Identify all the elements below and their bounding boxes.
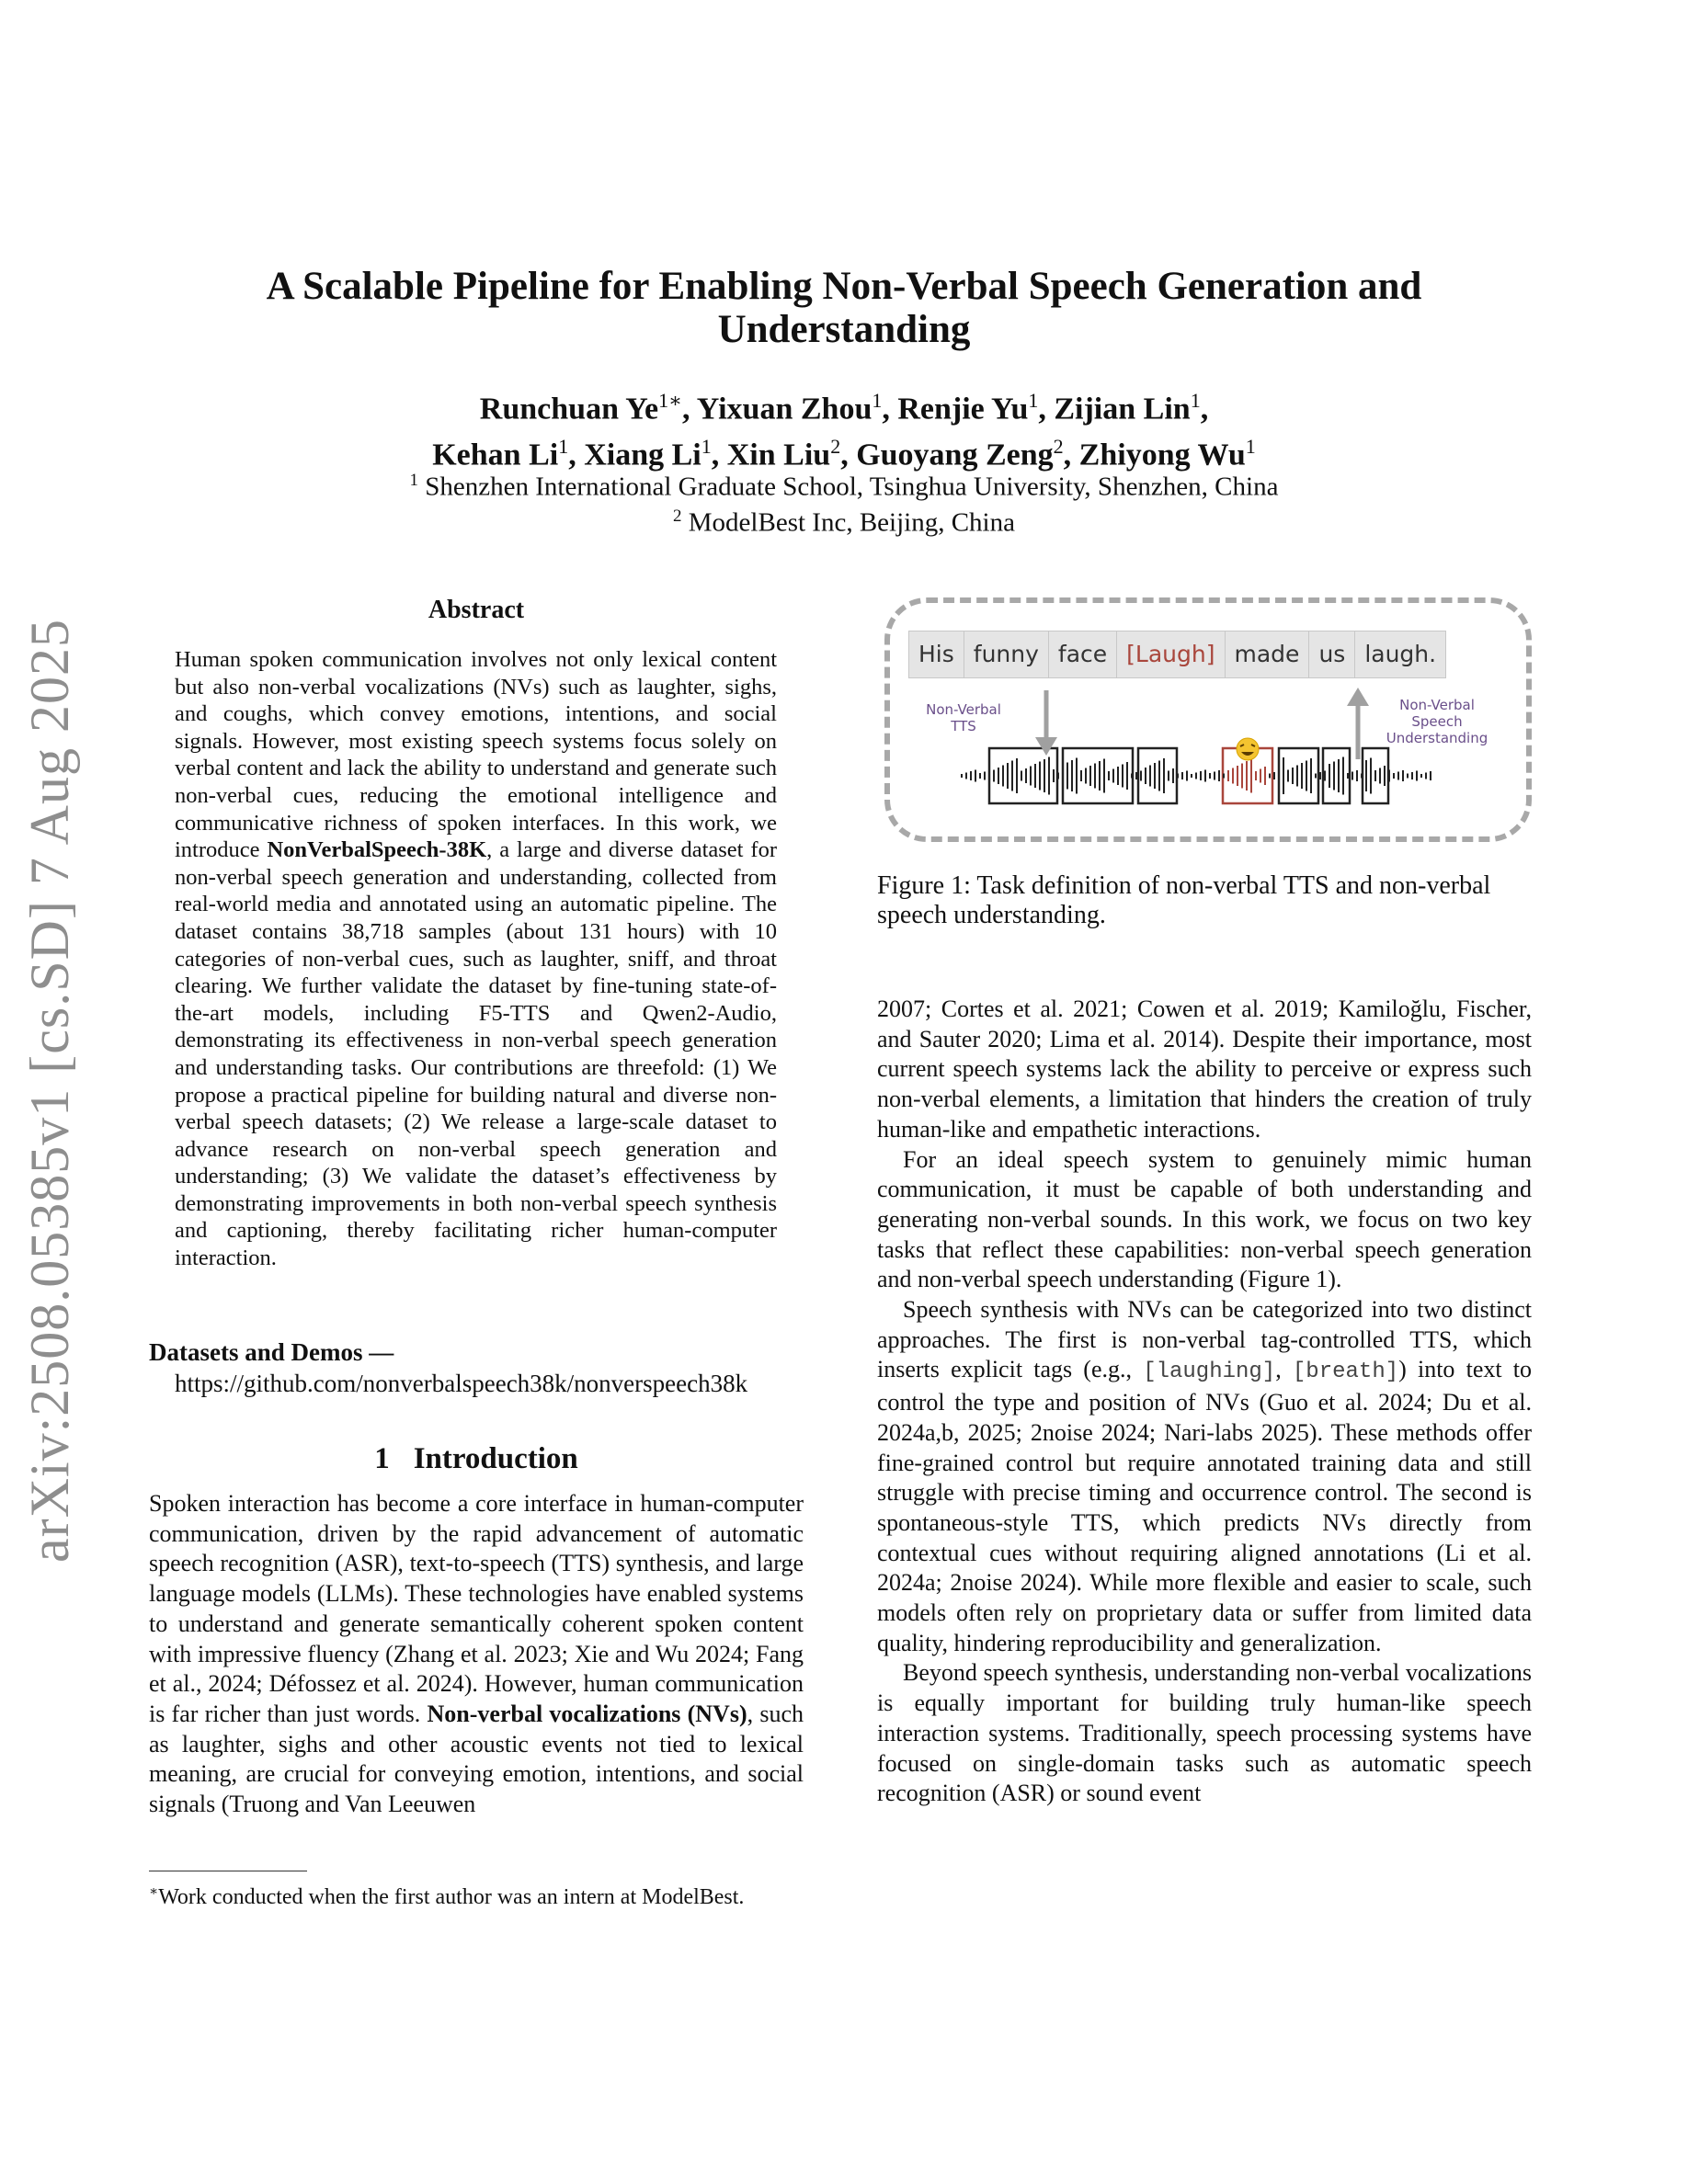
author-line-1: Runchuan $Ye^{1∗}$, Yixuan Zhou$^1$, Renjie Yu$^1$, Zijian Lin$^1$, [479, 389, 1209, 427]
author-line-2: Kehan Li$^1$, Xiang Li$^1$, Xin Liu$^2$, Guoyang Zeng$^2$, Zhiyong Wu$^1$ [432, 435, 1256, 472]
author-affiliation-marker: 1∗ [658, 389, 683, 412]
laughing-face-icon [1237, 738, 1259, 760]
dataset-name: NonVerbalSpeech-38K [267, 837, 487, 863]
author-affiliation-marker: 1 [558, 435, 569, 459]
datasets-heading: Datasets and Demos — [149, 1338, 394, 1366]
introduction-body [149, 1489, 804, 1820]
datasets-link[interactable]: https://github.com/nonverbalspeech38k/nonverspeech38k [175, 1370, 748, 1397]
code-tag-laughing: [laughing] [1143, 1359, 1276, 1385]
word-token: His [909, 631, 964, 677]
author-affiliation-marker: 1 [1245, 435, 1256, 459]
affiliation-2 [147, 502, 1541, 538]
title-line-2: Understanding [717, 308, 971, 351]
abstract-heading: Abstract [428, 596, 525, 624]
waveform-illustration [890, 603, 1526, 836]
figure-1-task-diagram [884, 597, 1532, 842]
abstract-text-part-2: , a large and diverse dataset for non-verbal speech generation and understanding, collected from real-world media and annotated using an automatic pipeline. The dataset contains 38,718 samples (about 131 hours) with 10 categories of non-verbal cues, such as laughter, sniff, and throat clearing. We further validate the dataset by fine-tuning state-of-the-art models, including F5-TTS and Qwen2-Audio, demonstrating its effectiveness in non-verbal speech generation and understanding tasks. Our contributions are threefold: (1) We propose a practical pipeline for building natural and diverse non-verbal speech datasets; (2) We release a large-scale dataset to advance research on non-verbal speech generation and understanding; (3) We validate the dataset’s effectiveness by demonstrating improvements in both non-verbal speech synthesis and captioning, thereby facilitating richer human-computer interaction. [175, 837, 777, 1271]
title-line-1: A Scalable Pipeline for Enabling Non-Verbal Speech Generation and [266, 265, 1422, 308]
down-arrow-icon [1035, 690, 1057, 756]
affiliation-2-marker: 2 [673, 506, 682, 526]
line1-author-2: Renjie Yu [897, 392, 1029, 427]
speech-segment-box [1138, 748, 1177, 803]
synthesis-text-comma: , [1275, 1356, 1293, 1383]
synthesis-text-part-2: ) into text to control the type and position of NVs (Guo et al. 2024; Du et al. 2024a,b, 2025; 2noise 2024; Nari-labs 2025). These methods offer fine-grained control but require annotated training data and still struggle with precise timing and occurrence control. The second is spontaneous-style TTS, which predicts NVs directly from contextual cues without requiring aligned annotations (Li et al. 2024a; 2noise 2024). While more flexible and easier to scale, such models often rely on proprietary data or suffer from limited data quality, hindering reproducibility and generalization. [877, 1356, 1532, 1656]
section-title: Introduction [413, 1442, 578, 1475]
author-affiliation-marker: 1 [1028, 389, 1039, 412]
intro-text-part-1: Spoken interaction has become a core interface in human-computer communication, driven by the rapid advancement of automatic speech recognition (ASR), text-to-speech (TTS) synthesis, and large language models (LLMs). These technologies have enabled systems to understand and generate semantically coherent spoken content with impressive fluency (Zhang et al. 2023; Xie and Wu 2024; Fang et al., 2024; Défossez et al. 2024). However, human communication is far richer than just words. [149, 1490, 804, 1727]
speech-segment-box [1323, 748, 1350, 803]
affiliation-2-text: ModelBest Inc, Beijing, China [688, 507, 1015, 538]
synthesis-text-part-1: Speech synthesis with NVs can be categorized into two distinct approaches. The first is non-verbal tag-controlled TTS, which inserts explicit tags (e.g., [877, 1296, 1532, 1383]
line2-author-2: Xin Liu [726, 438, 831, 472]
section-heading-introduction [149, 1442, 804, 1476]
paper-title [147, 265, 1541, 351]
word-token: funny [964, 631, 1049, 677]
author-list [147, 381, 1541, 474]
code-tag-breath: [breath] [1292, 1359, 1399, 1385]
line1-author-1: Yixuan Zhou [696, 392, 873, 427]
author-affiliation-marker: 2 [830, 435, 841, 459]
section-number: 1 [374, 1442, 390, 1475]
word-token: made [1226, 631, 1310, 677]
footnote-marker: ∗ [149, 1884, 159, 1899]
word-token: us [1309, 631, 1355, 677]
figure-1-caption: Figure 1: Task definition of non-verbal TTS and non-verbal speech understanding. [877, 871, 1491, 929]
intro-paragraph-1 [149, 1489, 804, 1820]
label-tts-line-2: TTS [951, 718, 976, 734]
affiliations [147, 466, 1541, 537]
footnote [149, 1878, 804, 1912]
line2-author-3: Guoyang Zeng [856, 438, 1054, 472]
arxiv-identifier-stamp: arXiv:2508.05385v1 [cs.SD] 7 Aug 2025 [19, 619, 80, 1563]
affiliation-1-text: Shenzhen International Graduate School, Tsinghua University, Shenzhen, China [425, 472, 1279, 502]
line2-author-0: Kehan Li [432, 438, 559, 472]
paragraph-understanding: Beyond speech synthesis, understanding non-verbal vocalizations is equally important for building truly human-like speech interaction systems. Traditionally, speech processing systems have focused on single-domain tasks such as automatic speech recognition (ASR) or sound event [877, 1659, 1532, 1807]
abstract-paragraph [175, 646, 777, 1272]
line1-author-0: Runchuan Ye [479, 392, 659, 427]
line1-author-3: Zijian Lin [1054, 392, 1191, 427]
author-affiliation-marker: 1 [701, 435, 712, 459]
label-und-line-1: Non-Verbal [1399, 697, 1475, 713]
abstract-text-part-1: Human spoken communication involves not only lexical content but also non-verbal vocalizations (NVs) such as laughter, sighs, and coughs, which convey emotions, intentions, and social signals. However, most existing speech systems focus solely on verbal content and lack the ability to understand and generate such non-verbal cues, reducing the emotional intelligence and communicative richness of spoken interfaces. In this work, we introduce [175, 647, 777, 863]
speech-segment-box [1279, 748, 1318, 803]
word-token: laugh. [1364, 641, 1437, 667]
word-token: face [1049, 631, 1117, 677]
intro-text-part-2: , such as laughter, sighs and other acoustic events not tied to lexical meaning, are crucial for conveying emotion, intentions, and social signals (Truong and Van Leeuwen [149, 1700, 804, 1818]
label-tts-line-1: Non-Verbal [926, 701, 1001, 718]
author-affiliation-marker: 2 [1053, 435, 1064, 459]
paragraph-speech-synthesis [877, 1295, 1532, 1658]
speech-segment-box [989, 748, 1057, 803]
affiliation-1-marker: 1 [409, 471, 419, 490]
author-affiliation-marker: 1 [1190, 389, 1201, 412]
intro-bold-term: Non-verbal vocalizations (NVs) [427, 1700, 747, 1727]
line2-author-4: Zhiyong Wu [1078, 438, 1246, 472]
laugh-tag-token: [Laugh] [1117, 631, 1225, 677]
author-affiliation-marker: 1 [872, 389, 883, 412]
label-und-line-2: Speech [1411, 713, 1463, 730]
footnote-text: Work conducted when the first author was an intern at ModelBest. [158, 1885, 745, 1909]
affiliation-1 [147, 466, 1541, 502]
label-und-line-3: Understanding [1386, 730, 1488, 746]
abstract-body [175, 646, 777, 1272]
continued-paragraph: 2007; Cortes et al. 2021; Cowen et al. 2019; Kamiloğlu, Fischer, and Sauter 2020; Lima et al. 2014). Despite their importance, most current speech systems lack the ability to perceive or express such non-verbal elements, a limitation that hinders the creation of truly human-like and empathetic interactions. [877, 995, 1532, 1143]
line2-author-1: Xiang Li [584, 438, 701, 472]
paragraph-ideal-system: For an ideal speech system to genuinely mimic human communication, it must be capable of both understanding and generating non-verbal sounds. In this work, we focus on two key tasks that reflect these capabilities: non-verbal speech generation and non-verbal speech understanding (Figure 1). [877, 1145, 1532, 1293]
right-column-body [877, 995, 1532, 1809]
